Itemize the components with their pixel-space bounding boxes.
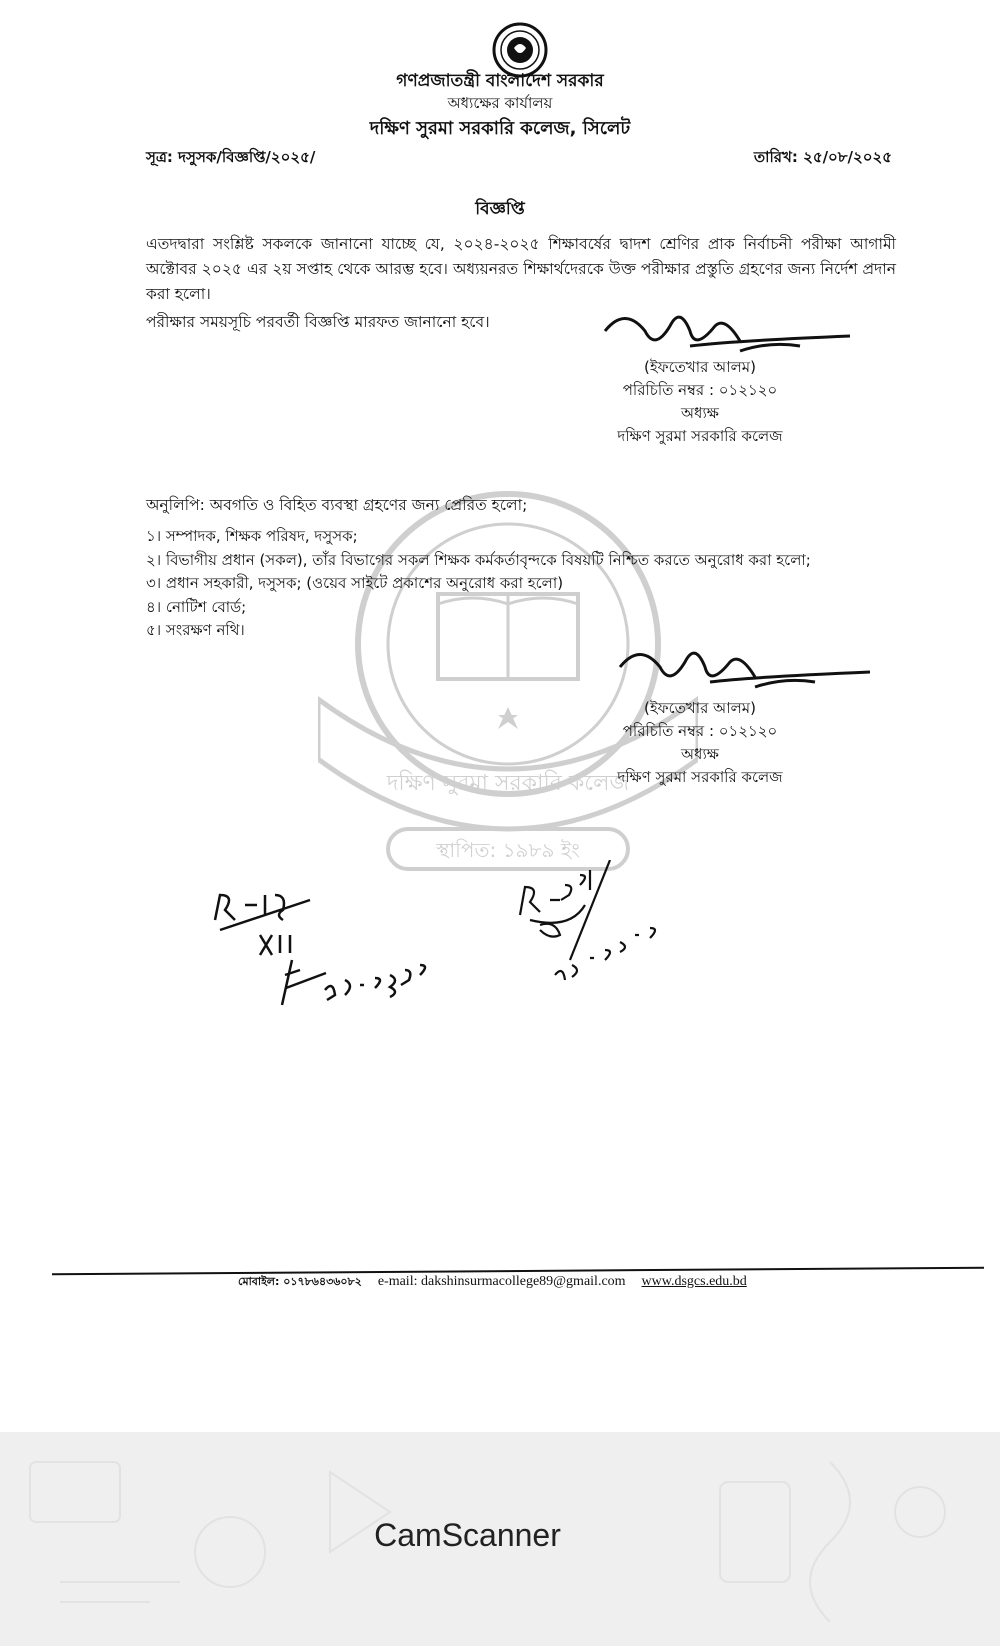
- signatory-id: পরিচিতি নম্বর : ০১২১২০: [622, 722, 778, 740]
- signatory-name: (ইফতেখার আলম): [644, 699, 756, 717]
- reference-number: সূত্র: দসুসক/বিজ্ঞপ্তি/২০২৫/: [146, 148, 316, 166]
- signatory-college: দক্ষিণ সুরমা সরকারি কলেজ: [617, 768, 783, 786]
- signatory-id: পরিচিতি নম্বর : ০১২১২০: [622, 381, 778, 399]
- list-item: ১। সম্পাদক, শিক্ষক পরিষদ, দসুসক;: [146, 527, 358, 545]
- list-item: ২। বিভাগীয় প্রধান (সকল), তাঁর বিভাগের সকল শিক্ষক কর্মকর্তাবৃন্দকে বিষয়টি নিশ্চিত করতে অনুরোধ করা হলো;: [146, 550, 811, 569]
- copy-to-title: অনুলিপি: অবগতি ও বিহিত ব্যবস্থা গ্রহণের জন্য প্রেরিত হলো;: [146, 496, 528, 514]
- government-heading: গণপ্রজাতন্ত্রী বাংলাদেশ সরকার: [396, 71, 604, 91]
- handwritten-note-icon: [510, 860, 690, 990]
- signature-icon: [615, 642, 875, 702]
- footer-mobile: মোবাইল: ০১৭৮৬৪৩৬০৮২: [238, 1275, 362, 1288]
- notice-body: এতদদ্বারা সংশ্লিষ্ট সকলকে জানানো যাচ্ছে যে, ২০২৪-২০২৫ শিক্ষাবর্ষের দ্বাদশ শ্রেণির প্রাক নির্বাচনী পরীক্ষা আগামী অক্টোবর ২০২৫ এর ২য় সপ্তাহ থেকে আরম্ভ হবে। অধ্যয়নরত শিক্ষার্থদেরকে উক্ত পরীক্ষার প্রস্তুতি গ্রহণের জন্য নির্দেশ প্রদান করা হলো।: [146, 235, 896, 303]
- signature-block: [570, 356, 830, 448]
- college-heading: দক্ষিণ সুরমা সরকারি কলেজ, সিলেট: [369, 118, 631, 139]
- signatory-college: দক্ষিণ সুরমা সরকারি কলেজ: [617, 427, 783, 445]
- notice-title: বিজ্ঞপ্তি: [475, 199, 525, 219]
- footer-email: e-mail: dakshinsurmacollege89@gmail.com: [377, 1274, 626, 1289]
- signatory-designation: অধ্যক্ষ: [681, 404, 719, 422]
- seal-text: দক্ষিণ সুরমা সরকারি কলেজ: [386, 771, 630, 796]
- office-heading: অধ্যক্ষের কার্যালয়: [447, 94, 553, 112]
- list-item: ৪। নোটিশ বোর্ড;: [146, 597, 247, 616]
- list-item: ৩। প্রধান সহকারী, দসুসক; (ওয়েব সাইটে প্রকাশের অনুরোধ করা হলো): [146, 574, 564, 592]
- signatory-designation: অধ্যক্ষ: [681, 745, 719, 763]
- notice-date: তারিখ: ২৫/০৮/২০২৫: [753, 148, 892, 166]
- camscanner-brand: CamScanner: [374, 1517, 561, 1553]
- footer-website: www.dsgcs.edu.bd: [641, 1274, 747, 1289]
- copy-to-list: [146, 525, 886, 643]
- seal-founded: স্থাপিত: ১৯৮৯ ইং: [436, 838, 580, 862]
- list-item: ৫। সংরক্ষণ নথি।: [146, 621, 245, 639]
- contact-footer: [238, 1273, 759, 1292]
- notice-body-schedule: পরীক্ষার সময়সূচি পরবর্তী বিজ্ঞপ্তি মারফত জানানো হবে।: [146, 313, 490, 331]
- signature-block: [570, 697, 830, 789]
- handwritten-note-icon: [200, 860, 460, 1010]
- signatory-name: (ইফতেখার আলম): [644, 358, 756, 376]
